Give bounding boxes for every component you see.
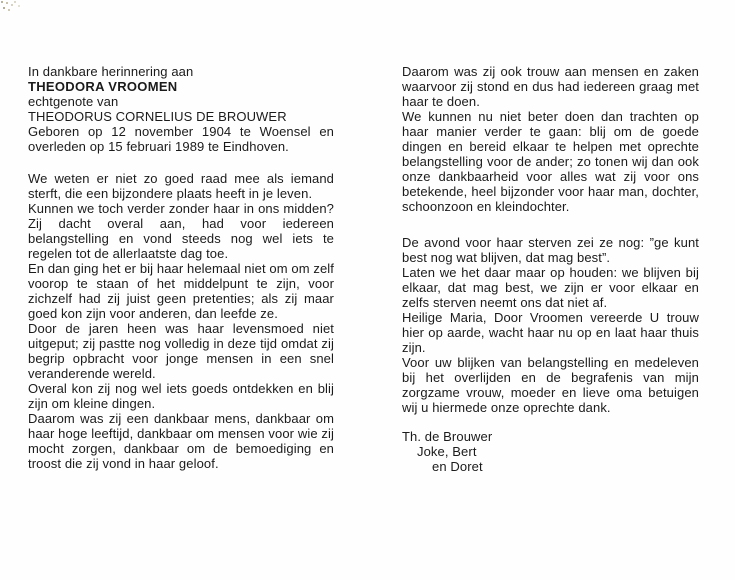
memorial-text-continued xyxy=(402,64,699,214)
memorial-paragraph: We kunnen nu niet beter doen dan trachten op haar manier verder te gaan: blij om de goede dingen en bereid elkaar te helpen met oprechte belangstelling voor de ander; zo tonen wij dan ook onze dankbaarheid voor alles wat zij voor ons betekende, heel bijzonder voor haar man, dochter, schoonzoon en kleindochter. xyxy=(402,109,699,214)
memorial-paragraph: Kunnen we toch verder zonder haar in ons midden? Zij dacht overal aan, had voor iedereen belangstelling en vond steeds nog wel iets te regelen tot de allerlaatste dag toe. xyxy=(28,201,334,261)
memorial-text xyxy=(28,171,334,471)
scan-artifact xyxy=(1,1,3,3)
signature-line: en Doret xyxy=(432,459,483,474)
signature-line: Th. de Brouwer xyxy=(402,429,493,444)
prayer-paragraph: Heilige Maria, Door Vroomen vereerde U trouw hier op aarde, wacht haar nu op en laat haar thuis zijn. xyxy=(402,310,699,355)
memorial-paragraph: Laten we het daar maar op houden: we blijven bij elkaar, dat mag best, we zijn er voor elkaar en zelfs sterven neemt ons dat niet af. xyxy=(402,265,699,310)
memorial-paragraph: Daarom was zij ook trouw aan mensen en zaken waarvoor zij stond en dus had iedereen graag met haar te doen. xyxy=(402,64,699,109)
acknowledgement-paragraph: Voor uw blijken van belangstelling en medeleven bij het overlijden en de begrafenis van mijn zorgzame vrouw, moeder en lieve oma betuigen wij u hiermede onze oprechte dank. xyxy=(402,355,699,415)
right-column xyxy=(402,64,699,474)
memorial-paragraph: Door de jaren heen was haar levensmoed niet uitgeput; zij pastte nog volledig in deze tijd omdat zij begrip opbracht voor jonge mensen in een snel veranderende wereld. xyxy=(28,321,334,381)
farewell-text xyxy=(402,235,699,310)
memorial-paragraph: Overal kon zij nog wel iets goeds ontdekken en blij zijn om kleine dingen. xyxy=(28,381,334,411)
intro-line: In dankbare herinnering aan xyxy=(28,64,194,79)
memorial-paragraph: We weten er niet zo goed raad mee als iemand sterft, die een bijzondere plaats heeft in je leven. xyxy=(28,171,334,201)
memorial-paragraph: Daarom was zij een dankbaar mens, dankbaar om haar hoge leeftijd, dankbaar om mensen voor wie zij mocht zorgen, dankbaar om de bemoediging en troost die zij vond in haar geloof. xyxy=(28,411,334,471)
signature-line: Joke, Bert xyxy=(417,444,477,459)
memorial-paragraph: En dan ging het er bij haar helemaal niet om om zelf voorop te staan of het middelpunt te zijn, voor zichzelf had zij juist geen pretenties; als zij maar goed kon zijn voor anderen, dan leefde ze. xyxy=(28,261,334,321)
relation-line: echtgenote van xyxy=(28,94,119,109)
spouse-name: THEODORUS CORNELIUS DE BROUWER xyxy=(28,109,287,124)
deceased-name: THEODORA VROOMEN xyxy=(28,79,178,94)
left-column xyxy=(28,64,334,471)
signature-block xyxy=(402,429,699,474)
memorial-paragraph: De avond voor haar sterven zei ze nog: ”ge kunt best nog wat blijven, dat mag best”. xyxy=(402,235,699,265)
life-dates: Geboren op 12 november 1904 te Woensel en overleden op 15 februari 1989 te Eindhoven. xyxy=(28,124,334,154)
